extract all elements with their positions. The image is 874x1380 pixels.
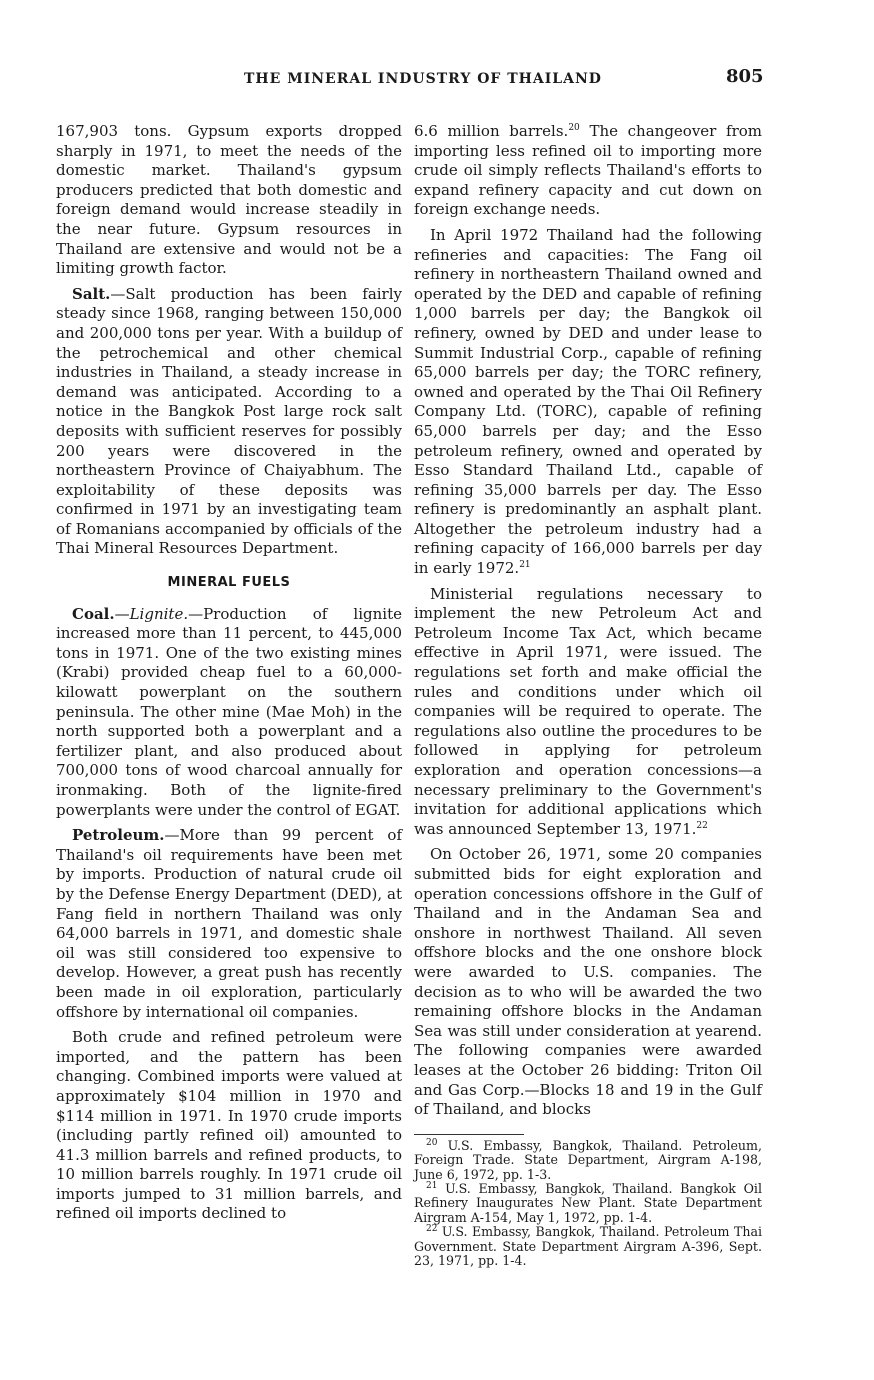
footnote-21 bbox=[414, 1182, 762, 1225]
petroleum-heading: Petroleum. bbox=[72, 826, 165, 845]
refineries-text: In April 1972 Thailand had the following refineries and capacities: The Fang oil refinery in northeastern Thailand owned and operated by the DED and capable of refining 1,000 barrels per day; the Bangkok oil refinery, owned by DED and under lease to Summit Industrial Corp., capable of refining 65,000 barrels per day; the TORC refinery, owned and operated by the Thai Oil Refinery Company Ltd. (TORC), capable of refining 65,000 barrels per day; and the Esso petroleum refinery, owned and operated by Esso Standard Thailand Ltd., capable of refining 35,000 barrels per day. The Esso refinery is predominantly an asphalt plant. Altogether the petroleum industry had a refining capacity of 166,000 barrels per day in early 1972. bbox=[414, 225, 762, 578]
paragraph-changeover bbox=[414, 122, 762, 220]
paragraph-salt bbox=[56, 285, 402, 559]
footnote-ref-21: 21 bbox=[519, 560, 531, 571]
footnote-divider bbox=[414, 1134, 524, 1135]
coal-text: —Production of lignite increased more than 11 percent, to 445,000 tons in 1971. One of the two existing mines (Krabi) provided cheap fuel to a 60,000-kilowatt powerplant on the southern peninsula. The other mine (Mae Moh) in the north supported both a powerplant and a fertilizer plant, and also produced about 700,000 tons of wood charcoal annually for ironmaking. Both of the lignite-fired powerplants were under the control of EGAT. bbox=[56, 604, 402, 819]
paragraph-gypsum: 167,903 tons. Gypsum exports dropped sharply in 1971, to meet the needs of the domestic market. Thailand's gypsum producers predicted that both domestic and foreign demand would increase steadily in the near future. Gypsum resources in Thailand are extensive and would not be a limiting growth factor. bbox=[56, 122, 402, 278]
changeover-lead: 6.6 million barrels. bbox=[414, 122, 569, 140]
page-number: 805 bbox=[726, 66, 764, 87]
salt-heading: Salt. bbox=[72, 284, 111, 303]
regulations-text: Ministerial regulations necessary to implement the new Petroleum Act and Petroleum Income Tax Act, which became effective in April 1971, were issued. The regulations set forth and make official the rules and conditions under which oil companies will be required to operate. The regulations also outline the procedures to be followed in applying for petroleum exploration and operation concessions—a necessary preliminary to the Government's invitation for additional applications which was announced September 13, 1971. bbox=[414, 584, 762, 838]
lignite-subheading: —Lignite. bbox=[114, 604, 189, 623]
footnote-number: 21 bbox=[426, 1180, 438, 1191]
running-title: THE MINERAL INDUSTRY OF THAILAND bbox=[244, 71, 602, 87]
footnote-text: U.S. Embassy, Bangkok, Thailand. Petroleum Thai Government. State Department Airgram A-396, Sept. 23, 1971, pp. 1-4. bbox=[414, 1224, 762, 1268]
footnote-number: 20 bbox=[426, 1137, 438, 1148]
petroleum-text: —More than 99 percent of Thailand's oil requirements have been met by imports. Production of natural crude oil by the Defense Energy Department (DED), at Fang field in northern Thailand was only 64,000 barrels in 1971, and domestic shale oil was still considered too expensive to develop. However, a great push has recently been made in oil exploration, particularly offshore by international oil companies. bbox=[56, 826, 402, 1021]
paragraph-refineries bbox=[414, 226, 762, 579]
page-header bbox=[0, 0, 874, 100]
footnote-ref-22: 22 bbox=[696, 820, 708, 831]
footnote-number: 22 bbox=[426, 1223, 438, 1234]
salt-text: —Salt production has been fairly steady since 1968, ranging between 150,000 and 200,000 tons per year. With a buildup of the petrochemical and other chemical industries in Thailand, a steady increase in demand was anticipated. According to a notice in the Bangkok Post large rock salt deposits with sufficient reserves for possibly 200 years were discovered in the northeastern Province of Chaiyabhum. The exploitability of these deposits was confirmed in 1971 by an investigating team of Romanians accompanied by officials of the Thai Mineral Resources Department. bbox=[56, 284, 402, 558]
footnote-22 bbox=[414, 1225, 762, 1268]
paragraph-regulations bbox=[414, 585, 762, 840]
paragraph-coal bbox=[56, 605, 402, 821]
left-column bbox=[56, 122, 402, 1230]
coal-heading: Coal. bbox=[72, 604, 115, 623]
section-heading-mineral-fuels: MINERAL FUELS bbox=[167, 575, 291, 591]
paragraph-petroleum bbox=[56, 826, 402, 1022]
footnote-ref-20: 20 bbox=[568, 123, 580, 133]
footnote-text: U.S. Embassy, Bangkok, Thailand. Bangkok Oil Refinery Inaugurates New Plant. State Department Airgram A-154, May 1, 1972, pp. 1-4. bbox=[414, 1180, 762, 1225]
right-column bbox=[414, 122, 762, 1268]
footnotes bbox=[414, 1139, 762, 1269]
footnote-20 bbox=[414, 1139, 762, 1182]
paragraph-bids: On October 26, 1971, some 20 companies submitted bids for eight exploration and operation concessions offshore in the Gulf of Thailand and in the Andaman Sea and onshore in northwest Thailand. All seven offshore blocks and the one onshore block were awarded to U.S. companies. The decision as to who will be awarded the two remaining offshore blocks in the Andaman Sea was still under consideration at yearend. The following companies were awarded leases at the October 26 bidding: Triton Oil and Gas Corp.—Blocks 18 and 19 in the Gulf of Thailand, and blocks bbox=[414, 845, 762, 1119]
footnote-text: U.S. Embassy, Bangkok, Thailand. Petroleum, Foreign Trade. State Department, Airgram A-198, June 6, 1972, pp. 1-3. bbox=[414, 1137, 762, 1182]
paragraph-imports: Both crude and refined petroleum were imported, and the pattern has been changing. Combined imports were valued at approximately $104 million in 1970 and $114 million in 1971. In 1970 crude imports (including partly refined oil) amounted to 41.3 million barrels and refined products, to 10 million barrels roughly. In 1971 crude oil imports jumped to 31 million barrels, and refined oil imports declined to bbox=[56, 1028, 402, 1223]
changeover-text: The changeover from importing less refined oil to importing more crude oil simply reflects Thailand's efforts to expand refinery capacity and cut down on foreign exchange needs. bbox=[414, 122, 762, 219]
